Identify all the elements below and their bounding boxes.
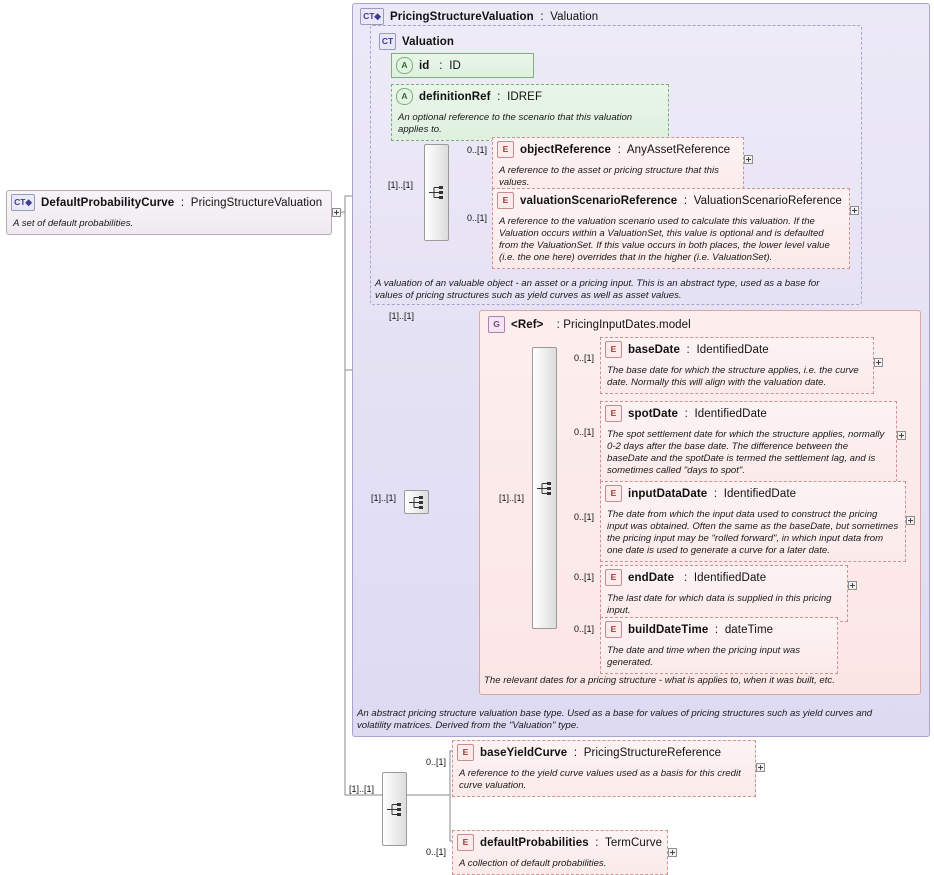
expand-icon-input-data-date[interactable] (906, 516, 915, 525)
expand-icon-base-yield-curve[interactable] (756, 763, 765, 772)
element-documentation: A reference to the yield curve values used as a basis for this credit curve valuation. (459, 768, 741, 791)
multiplicity-spot-date: 0..[1] (574, 427, 595, 437)
element-documentation: The date from which the input data used to construct the pricing input was obtained. Often the same as the baseDate, but sometimes the pricing input may be "rolled forward", in which input data from one date is used to generate a curve for a later date. (607, 509, 899, 556)
element-header (493, 189, 849, 212)
element-label: endDate : IdentifiedDate (628, 571, 767, 584)
element-icon: E (457, 834, 474, 851)
node-label: DefaultProbabilityCurve : PricingStructureValuation (41, 196, 323, 209)
multiplicity-input-data-date: 0..[1] (574, 512, 595, 522)
multiplicity-valuation-scenario-reference: 0..[1] (467, 213, 488, 223)
element-spot-date[interactable] (600, 401, 897, 482)
element-input-data-date[interactable] (600, 481, 906, 562)
multiplicity-base-yield-curve: 0..[1] (426, 757, 447, 767)
element-label: baseYieldCurve : PricingStructureReference (480, 746, 722, 759)
sequence-icon (536, 481, 553, 496)
expand-icon-default-probabilities[interactable] (668, 848, 677, 857)
multiplicity-build-date-time: 0..[1] (574, 624, 595, 634)
element-label: valuationScenarioReference : ValuationScenarioReference (520, 194, 842, 207)
multiplicity-inner-sequence: [1]..[1] (499, 493, 525, 503)
element-base-date[interactable] (600, 337, 874, 394)
complex-type-icon: CT◆ (360, 8, 384, 25)
region-label: Valuation (402, 35, 455, 48)
element-default-probabilities[interactable] (452, 830, 668, 875)
element-documentation: A reference to the asset or pricing structure that this values. (499, 165, 719, 188)
sequence-connector-valuation[interactable] (424, 144, 449, 241)
region-documentation-valuation: A valuation of an valuable object - an asset or a pricing input. This is an abstract type, used as a base for values of pricing structures such as yield curves as well as asset values. (375, 278, 820, 302)
region-label: PricingStructureValuation : Valuation (390, 10, 599, 23)
attribute-icon: A (396, 88, 413, 105)
expand-icon-spot-date[interactable] (897, 431, 906, 440)
element-header (601, 402, 896, 425)
element-documentation: The last date for which data is supplied in this pricing input. (607, 593, 832, 616)
multiplicity-object-reference: 0..[1] (467, 145, 488, 155)
region-label: <Ref> : PricingInputDates.model (511, 318, 691, 331)
element-icon: E (605, 569, 622, 586)
expand-icon-object-reference[interactable] (744, 155, 753, 164)
node-default-probability-curve[interactable] (6, 190, 332, 235)
element-header (453, 741, 755, 764)
multiplicity-pricing-input-dates: [1]..[1] (389, 311, 415, 321)
element-end-date[interactable] (600, 565, 848, 622)
attribute-label: id : ID (419, 59, 461, 72)
element-icon: E (605, 405, 622, 422)
node-header (7, 191, 331, 214)
element-label: buildDateTime : dateTime (628, 623, 774, 636)
multiplicity-end-date: 0..[1] (574, 572, 595, 582)
element-documentation: A collection of default probabilities. (459, 858, 607, 869)
sequence-icon (386, 802, 403, 817)
element-icon: E (605, 621, 622, 638)
element-label: spotDate : IdentifiedDate (628, 407, 767, 420)
element-label: inputDataDate : IdentifiedDate (628, 487, 797, 500)
attribute-id[interactable] (391, 53, 534, 78)
region-header-pricing-input-dates[interactable] (484, 313, 697, 336)
element-documentation: The base date for which the structure applies, i.e. the curve date. Normally this will align with the valuation date. (607, 365, 859, 388)
region-documentation-pricing-structure-valuation: An abstract pricing structure valuation base type. Used as a base for values of pricing structures such as yield curves and volatility matrices. Derived from the "Valuation" type. (357, 708, 873, 732)
expand-icon-base-date[interactable] (874, 358, 883, 367)
group-icon: G (488, 316, 505, 333)
attribute-header (392, 85, 668, 108)
region-header-valuation[interactable] (375, 30, 460, 53)
element-icon: E (497, 141, 514, 158)
element-header (453, 831, 667, 854)
multiplicity-bottom-sequence: [1]..[1] (349, 784, 375, 794)
element-icon: E (605, 485, 622, 502)
node-documentation: A set of default probabilities. (13, 218, 134, 229)
element-documentation: The date and time when the pricing input was generated. (607, 645, 801, 668)
element-icon: E (457, 744, 474, 761)
attribute-label: definitionRef : IDREF (419, 90, 543, 103)
region-documentation-pricing-input-dates: The relevant dates for a pricing structure - what is applies to, when it was built, etc. (484, 675, 835, 686)
element-icon: E (497, 192, 514, 209)
multiplicity-outer-sequence: [1]..[1] (371, 493, 397, 503)
element-header (601, 482, 905, 505)
element-header (601, 618, 837, 641)
element-base-yield-curve[interactable] (452, 740, 756, 797)
multiplicity-base-date: 0..[1] (574, 353, 595, 363)
element-build-date-time[interactable] (600, 617, 838, 674)
complex-type-icon: CT (379, 33, 396, 50)
sequence-icon (428, 185, 445, 200)
element-label: baseDate : IdentifiedDate (628, 343, 769, 356)
sequence-connector-bottom[interactable] (382, 772, 407, 846)
expand-icon-root[interactable] (332, 208, 341, 217)
expand-icon-end-date[interactable] (848, 581, 857, 590)
element-object-reference[interactable] (492, 137, 744, 194)
element-label: defaultProbabilities : TermCurve (480, 836, 663, 849)
element-label: objectReference : AnyAssetReference (520, 143, 731, 156)
multiplicity-default-probabilities: 0..[1] (426, 847, 447, 857)
expand-icon-valuation-scenario-reference[interactable] (850, 206, 859, 215)
multiplicity-valuation-sequence: [1]..[1] (388, 180, 414, 190)
element-documentation: A reference to the valuation scenario used to calculate this valuation. If the Valuation occurs within a ValuationSet, this value is optional and is defaulted from the ValuationSet. If this value occurs in both places, the lower level value (i.e. the one here) overrides that in the higher (i.e. ValuationSet). (499, 216, 830, 263)
sequence-icon (408, 495, 425, 510)
element-valuation-scenario-reference[interactable] (492, 188, 850, 269)
element-header (493, 138, 743, 161)
element-documentation: The spot settlement date for which the structure applies, normally 0-2 days after the base date. The difference between the baseDate and the spotDate is termed the settlement lag, and is sometimes called "days to spot". (607, 429, 885, 476)
attribute-definition-ref[interactable] (391, 84, 669, 141)
sequence-connector-pricing-input-dates[interactable] (532, 347, 557, 629)
element-header (601, 566, 847, 589)
attribute-icon: A (396, 57, 413, 74)
attribute-header (392, 54, 533, 77)
element-icon: E (605, 341, 622, 358)
attribute-documentation: An optional reference to the scenario that this valuation applies to. (398, 112, 633, 135)
complex-type-icon: CT◆ (11, 194, 35, 211)
element-header (601, 338, 873, 361)
sequence-connector-outer[interactable] (404, 490, 429, 514)
